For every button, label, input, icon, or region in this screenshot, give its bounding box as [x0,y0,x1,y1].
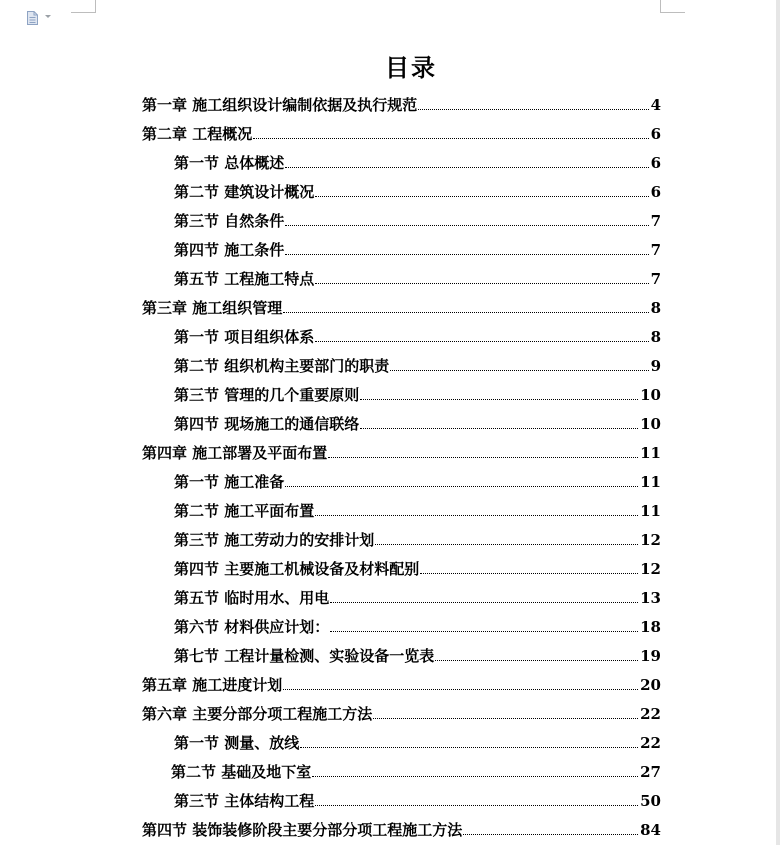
dot-leader [285,225,648,226]
toc-entry-page: 22 [640,705,661,723]
toc-entry[interactable] [142,295,661,317]
dot-leader [390,370,648,371]
toc-entry[interactable] [174,556,661,578]
dot-leader [315,283,648,284]
toc-entry[interactable] [142,672,661,694]
toc-entry-page: 20 [640,676,661,694]
toc-entry[interactable] [142,92,661,114]
toc-entry-page: 18 [640,618,661,636]
toc-entry-text: 第四节 装饰装修阶段主要分部分项工程施工方法 [142,821,463,839]
toc-entry[interactable] [174,643,661,665]
toc-entry-text: 第五章 施工进度计划 [142,676,283,694]
toc-entry[interactable] [142,440,661,462]
toc-entry-text: 第六章 主要分部分项工程施工方法 [142,705,373,723]
toc-entry[interactable] [174,324,661,346]
toc-entry-page: 6 [650,154,661,172]
toc-entry-text: 第二章 工程概况 [142,125,253,143]
page-edge-shadow [776,0,780,845]
dot-leader [315,196,648,197]
toc-entry[interactable] [142,121,661,143]
toc-entry-page: 27 [640,763,661,781]
dot-leader [283,312,648,313]
dot-leader [315,341,648,342]
toc-entry-page: 11 [640,502,661,520]
toc-entry[interactable] [174,179,661,201]
dot-leader [360,399,638,400]
dot-leader [283,689,638,690]
dot-leader [375,544,638,545]
toc-entry[interactable] [174,411,661,433]
toc-entry[interactable] [174,208,661,230]
toc-entry-text: 第二节 建筑设计概况 [174,183,315,201]
dot-leader [300,747,638,748]
toc-entry-text: 第三节 主体结构工程 [174,792,315,810]
toc-entry-text: 第四节 现场施工的通信联络 [174,415,360,433]
toc-entry-text: 第五节 临时用水、用电 [174,589,330,607]
toc-entry[interactable] [174,237,661,259]
toc-entry[interactable] [174,498,661,520]
dot-leader [330,631,638,632]
toc-entry-text: 第一节 项目组织体系 [174,328,315,346]
toc-entry-text: 第二节 组织机构主要部门的职责 [174,357,390,375]
toc-entry[interactable] [174,730,661,752]
dot-leader [420,573,638,574]
toc-entry-text: 第二节 施工平面布置 [174,502,315,520]
toc-entry[interactable] [174,382,661,404]
toc-entry[interactable] [142,817,661,839]
toc-entry-page: 11 [640,444,661,462]
toc-entry-page: 12 [640,531,661,549]
toc-entry-text: 第二节 基础及地下室 [171,763,312,781]
dot-leader [418,109,648,110]
toc-entry-text: 第四节 主要施工机械设备及材料配别 [174,560,420,578]
chevron-down-icon[interactable] [45,15,51,18]
toc-entry-page: 6 [650,125,661,143]
dot-leader [315,805,638,806]
toc-entry-text: 第六节 材料供应计划： [174,618,330,636]
dot-leader [285,167,648,168]
dot-leader [360,428,638,429]
toc-entry[interactable] [174,527,661,549]
toc-entry-page: 11 [640,473,661,491]
crop-mark-left [71,0,96,13]
toc-entry[interactable] [174,150,661,172]
dot-leader [463,834,638,835]
toc-entry-text: 第一节 测量、放线 [174,734,300,752]
toc-entry-page: 10 [640,415,661,433]
toc-entry-text: 第三节 自然条件 [174,212,285,230]
dot-leader [253,138,648,139]
toc-entry[interactable] [174,353,661,375]
toc-entry[interactable] [174,469,661,491]
dot-leader [330,602,638,603]
toc-entry-text: 第一节 施工准备 [174,473,285,491]
toc-entry-page: 8 [650,328,661,346]
toc-entry-page: 4 [650,96,661,114]
toc-entry-page: 50 [640,792,661,810]
toc-entry-page: 8 [650,299,661,317]
toc-title: 目录 [385,53,437,82]
toc-entry-page: 7 [650,270,661,288]
toc-entry[interactable] [174,788,661,810]
dot-leader [285,486,638,487]
toc-entry-page: 6 [650,183,661,201]
dot-leader [315,515,638,516]
toc-entry[interactable] [174,614,661,636]
dot-leader [312,776,638,777]
dot-leader [328,457,638,458]
toc-entry-text: 第一章 施工组织设计编制依据及执行规范 [142,96,418,114]
toc-entry-page: 12 [640,560,661,578]
toc-entry[interactable] [174,585,661,607]
toc-entry[interactable] [174,266,661,288]
toc-entry-page: 9 [650,357,661,375]
toc-entry-text: 第五节 工程施工特点 [174,270,315,288]
toc-entry[interactable] [142,701,661,723]
toc-entry[interactable] [171,759,661,781]
toc-entry-page: 7 [650,241,661,259]
toc-entry-page: 10 [640,386,661,404]
toc-entry-text: 第一节 总体概述 [174,154,285,172]
toc-entry-text: 第三章 施工组织管理 [142,299,283,317]
toc-entry-page: 19 [640,647,661,665]
toc-entry-text: 第四章 施工部署及平面布置 [142,444,328,462]
toc-entry-text: 第七节 工程计量检测、实验设备一览表 [174,647,435,665]
dot-leader [435,660,638,661]
dot-leader [373,718,638,719]
toc-entry-text: 第三节 施工劳动力的安排计划 [174,531,375,549]
toc-entry-page: 13 [640,589,661,607]
toc-entry-text: 第四节 施工条件 [174,241,285,259]
toc-entry-page: 22 [640,734,661,752]
toc-entry-page: 84 [640,821,661,839]
dot-leader [285,254,648,255]
document-icon[interactable] [27,11,38,25]
toc-entry-page: 7 [650,212,661,230]
toc-entry-text: 第三节 管理的几个重要原则 [174,386,360,404]
crop-mark-right [660,0,685,13]
